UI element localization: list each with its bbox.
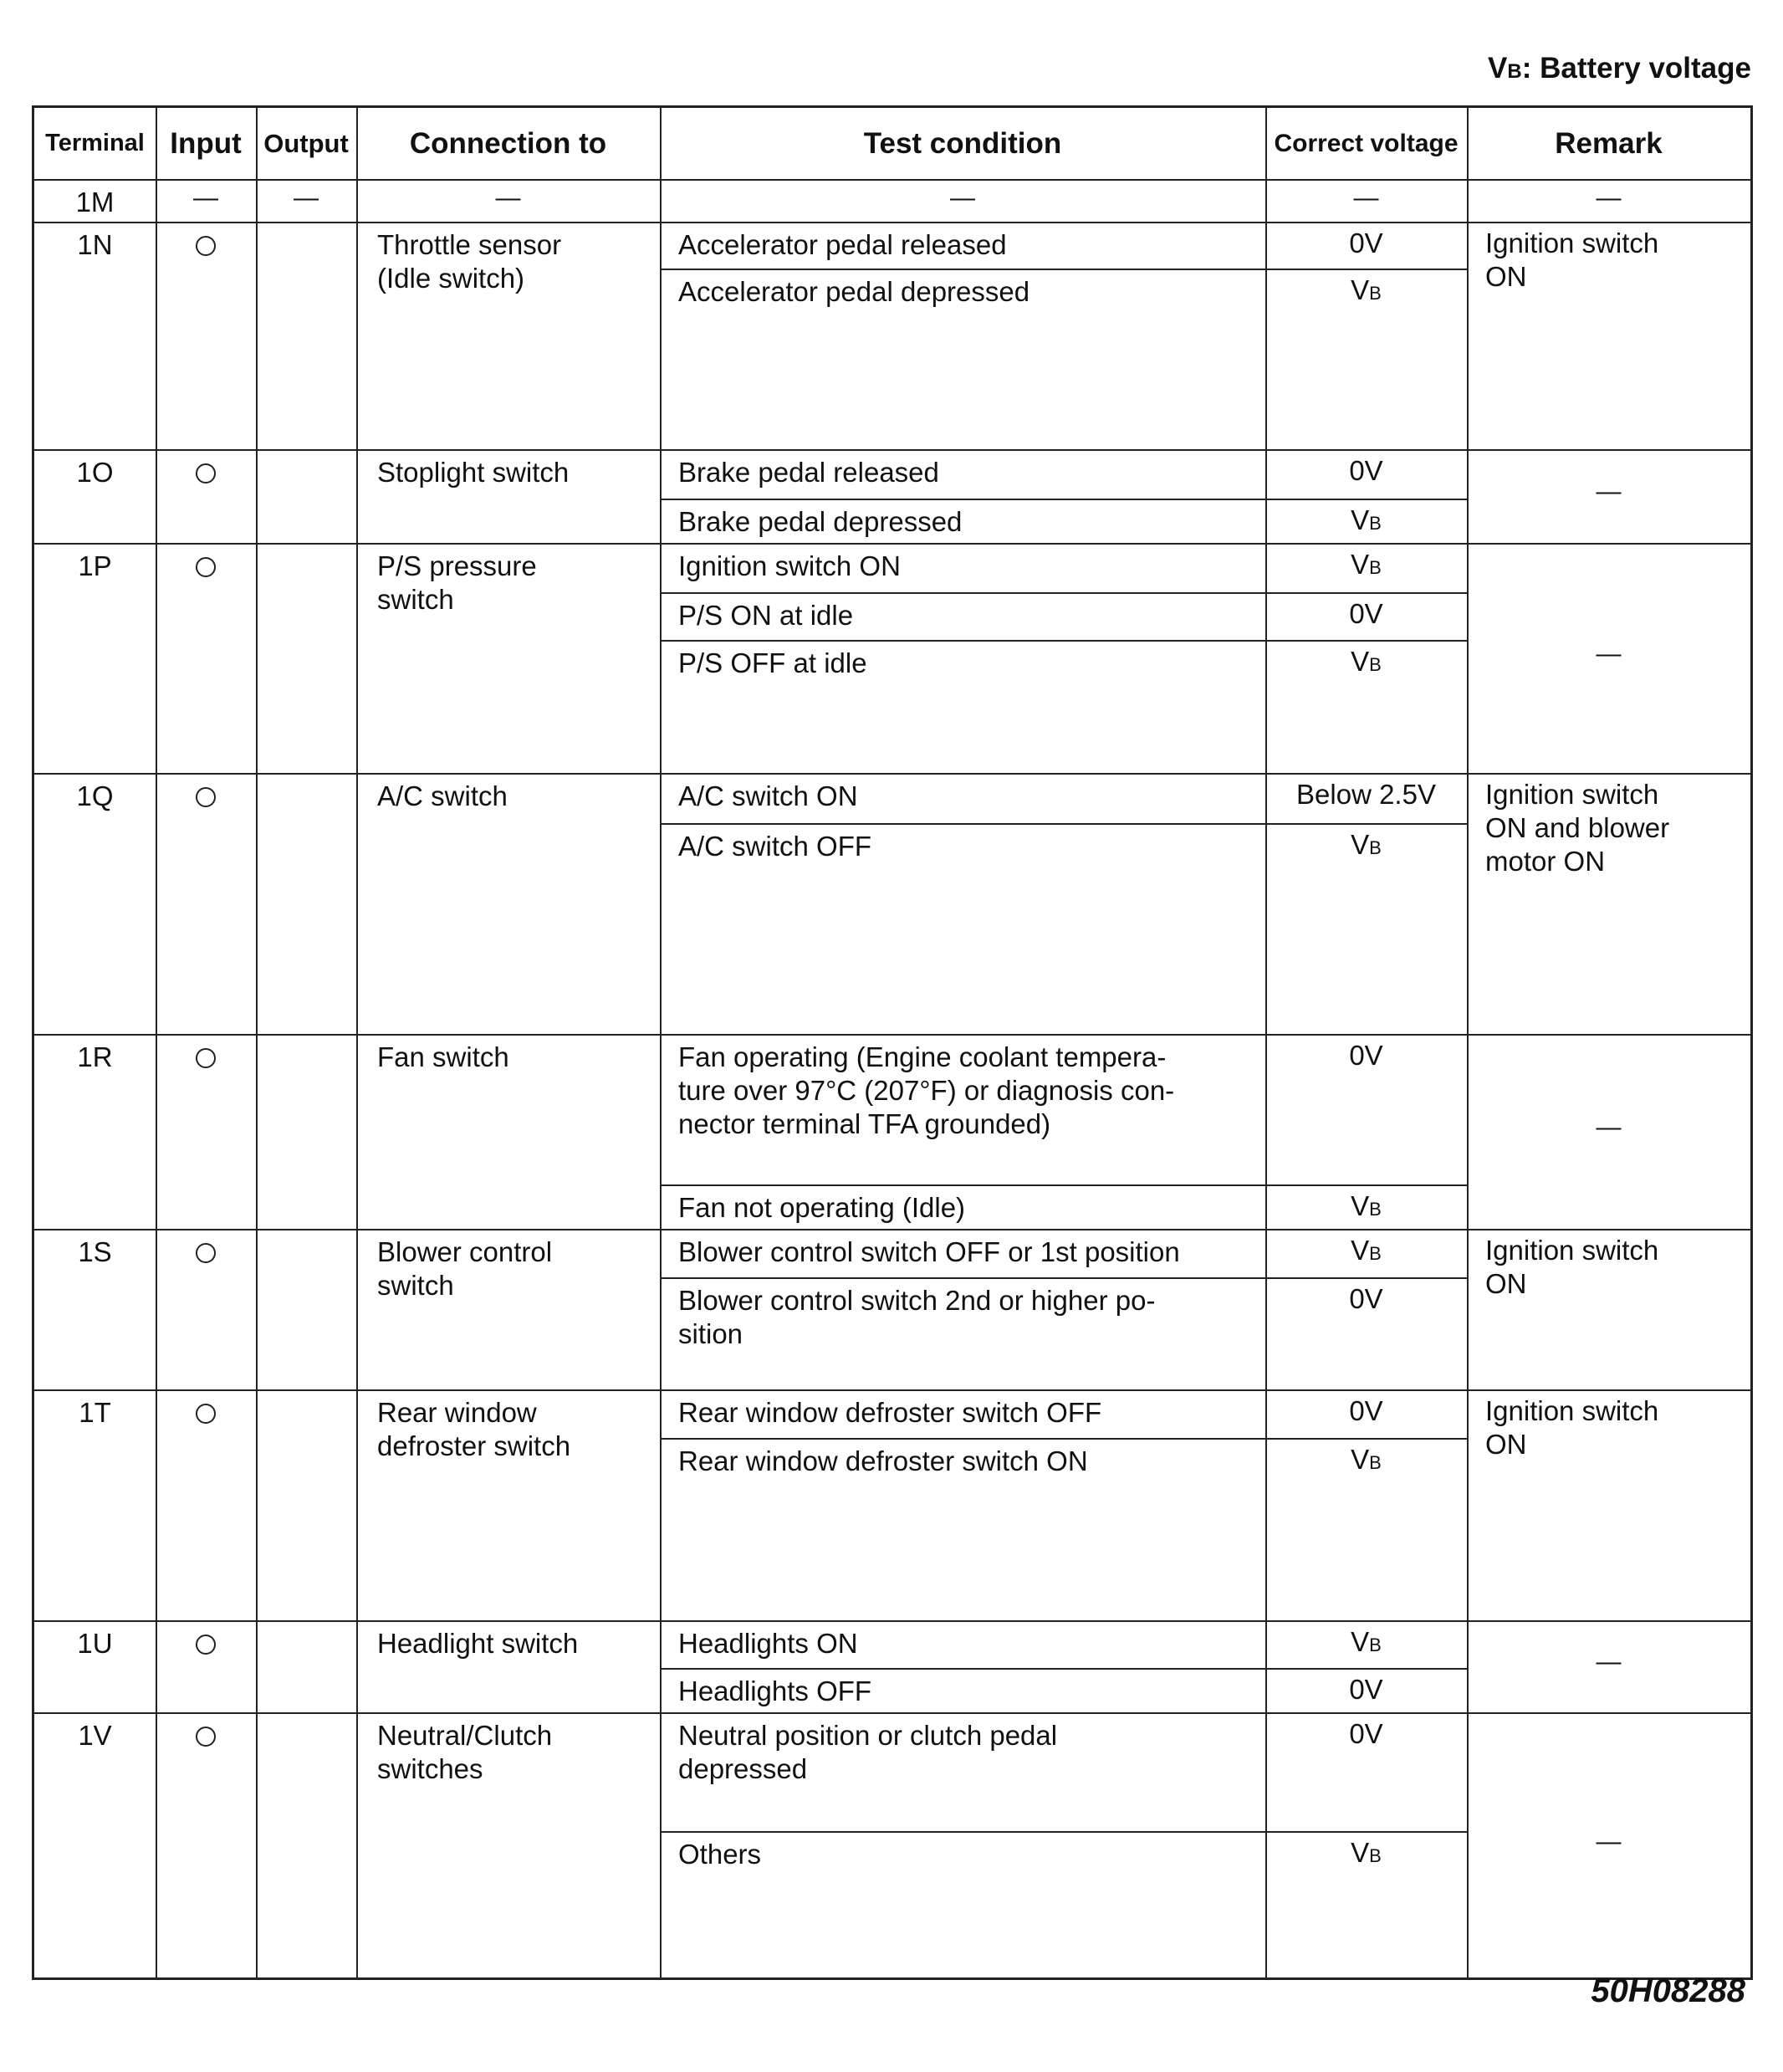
correct-voltage-cell: [1265, 1443, 1467, 1480]
connection-cell: Blower control switch: [377, 1236, 553, 1301]
correct-voltage-cell: 0V: [1349, 1040, 1383, 1071]
correct-voltage-cell: 0V: [1349, 455, 1383, 486]
terminal-cell: 1Q: [76, 780, 114, 811]
connection-cell: Throttle sensor (Idle switch): [377, 229, 562, 294]
row-divider: [34, 1389, 1750, 1391]
battery-voltage-symbol: [1351, 504, 1382, 535]
condition-divider: [660, 1668, 1467, 1670]
vb-letter-b: B: [1369, 654, 1382, 675]
empty-dash: —: [950, 184, 975, 212]
condition-divider: [660, 499, 1467, 500]
connection-cell: Rear window defroster switch: [377, 1397, 571, 1461]
correct-voltage-cell: 0V: [1349, 228, 1383, 258]
row-divider: [34, 773, 1750, 775]
correct-voltage-cell: [1265, 274, 1467, 310]
battery-voltage-legend: [1488, 52, 1751, 85]
header-test-condition: Test condition: [863, 126, 1062, 160]
legend-symbol-b: B: [1507, 60, 1522, 83]
vb-letter-b: B: [1369, 283, 1382, 304]
condition-divider: [660, 823, 1467, 825]
empty-dash: —: [1353, 184, 1379, 212]
test-condition-cell: A/C switch OFF: [678, 831, 872, 862]
row-divider: [34, 449, 1750, 451]
condition-divider: [660, 1831, 1467, 1833]
vb-letter-b: B: [1369, 1199, 1382, 1220]
remark-dash: —: [1596, 1648, 1622, 1676]
test-condition-cell: A/C switch ON: [678, 780, 858, 811]
vb-letter-v: V: [1351, 829, 1370, 860]
correct-voltage-cell: [1265, 828, 1467, 865]
correct-voltage-cell: 0V: [1349, 1718, 1383, 1749]
connection-cell: P/S pressure switch: [377, 550, 537, 615]
column-divider: [156, 108, 157, 1977]
test-condition-cell: P/S ON at idle: [678, 600, 854, 631]
correct-voltage-cell: [1265, 1836, 1467, 1873]
remark-dash: —: [1596, 1113, 1622, 1141]
correct-voltage-cell: Below 2.5V: [1296, 779, 1436, 810]
vb-letter-b: B: [1369, 1845, 1382, 1866]
input-circle-icon: [196, 1635, 216, 1655]
vb-letter-b: B: [1369, 837, 1382, 858]
battery-voltage-symbol: [1351, 1444, 1382, 1475]
vb-letter-v: V: [1351, 1444, 1370, 1475]
condition-divider: [660, 1184, 1467, 1186]
column-divider: [1467, 108, 1469, 1977]
battery-voltage-symbol: [1351, 1235, 1382, 1266]
remark-dash: —: [1596, 639, 1622, 668]
input-circle-icon: [196, 1404, 216, 1424]
test-condition-cell: Accelerator pedal depressed: [678, 276, 1030, 307]
terminal-cell: 1P: [78, 550, 112, 581]
battery-voltage-symbol: [1351, 829, 1382, 860]
row-divider: [34, 1229, 1750, 1230]
terminal-cell: 1V: [78, 1720, 112, 1751]
remark-dash: —: [1596, 478, 1622, 505]
test-condition-cell: Blower control switch 2nd or higher po- sition: [678, 1285, 1156, 1349]
column-divider: [356, 108, 358, 1977]
connection-cell: Stoplight switch: [377, 457, 570, 488]
remark-cell: Ignition switch ON: [1485, 1235, 1659, 1299]
row-divider: [34, 1034, 1750, 1036]
remark-cell: Ignition switch ON and blower motor ON: [1485, 779, 1670, 877]
terminal-cell: 1N: [77, 229, 113, 260]
test-condition-cell: Headlights OFF: [678, 1676, 872, 1706]
header-output: Output: [263, 128, 349, 158]
vb-letter-v: V: [1351, 646, 1370, 677]
header-input: Input: [170, 126, 242, 160]
connection-cell: Neutral/Clutch switches: [377, 1720, 553, 1784]
terminal-voltage-table: [32, 105, 1753, 1980]
terminal-cell: 1R: [77, 1041, 113, 1072]
empty-dash: —: [193, 184, 218, 212]
correct-voltage-cell: [1265, 645, 1467, 682]
condition-divider: [660, 1438, 1467, 1440]
condition-divider: [660, 269, 1467, 270]
correct-voltage-cell: [1265, 504, 1467, 540]
test-condition-cell: Headlights ON: [678, 1628, 858, 1659]
header-connection: Connection to: [409, 126, 607, 160]
condition-divider: [660, 592, 1467, 594]
figure-id: 50H08288: [1591, 1972, 1745, 2009]
terminal-cell: 1S: [78, 1236, 112, 1267]
vb-letter-v: V: [1351, 1837, 1370, 1868]
terminal-cell: 1M: [75, 187, 115, 217]
empty-dash: —: [495, 184, 521, 212]
header-divider: [34, 179, 1750, 181]
battery-voltage-symbol: [1351, 1837, 1382, 1868]
remark-cell: Ignition switch ON: [1485, 228, 1659, 292]
battery-voltage-symbol: [1351, 646, 1382, 677]
input-circle-icon: [196, 236, 216, 256]
vb-letter-v: V: [1351, 1235, 1370, 1266]
condition-divider: [660, 640, 1467, 642]
empty-dash: —: [294, 184, 319, 212]
input-circle-icon: [196, 463, 216, 483]
connection-cell: Fan switch: [377, 1041, 509, 1072]
header-correct-voltage: Correct voltage: [1274, 129, 1459, 157]
vb-letter-v: V: [1351, 549, 1370, 580]
test-condition-cell: Neutral position or clutch pedal depressed: [678, 1720, 1058, 1784]
test-condition-cell: Fan operating (Engine coolant tempera- ture over 97°C (207°F) or diagnosis con- nector terminal TFA grounded): [678, 1041, 1175, 1139]
header-remark: Remark: [1555, 126, 1663, 160]
correct-voltage-cell: 0V: [1349, 598, 1383, 629]
condition-divider: [660, 1277, 1467, 1279]
input-circle-icon: [196, 1243, 216, 1263]
empty-dash: —: [1596, 184, 1622, 212]
vb-letter-b: B: [1369, 1635, 1382, 1655]
input-circle-icon: [196, 1727, 216, 1747]
terminal-cell: 1U: [77, 1628, 113, 1659]
terminal-cell: 1O: [76, 457, 114, 488]
remark-cell: Ignition switch ON: [1485, 1395, 1659, 1460]
column-divider: [256, 108, 258, 1977]
battery-voltage-symbol: [1351, 549, 1382, 580]
test-condition-cell: Others: [678, 1839, 762, 1870]
input-circle-icon: [196, 557, 216, 577]
battery-voltage-symbol: [1351, 274, 1382, 305]
test-condition-cell: Fan not operating (Idle): [678, 1192, 966, 1223]
correct-voltage-cell: [1265, 1625, 1467, 1662]
vb-letter-v: V: [1351, 1190, 1370, 1221]
test-condition-cell: Rear window defroster switch OFF: [678, 1397, 1102, 1428]
test-condition-cell: Rear window defroster switch ON: [678, 1445, 1088, 1476]
column-divider: [660, 108, 662, 1977]
terminal-cell: 1T: [79, 1397, 111, 1428]
correct-voltage-cell: 0V: [1349, 1395, 1383, 1426]
connection-cell: A/C switch: [377, 780, 508, 811]
correct-voltage-cell: [1265, 548, 1467, 585]
correct-voltage-cell: [1265, 1234, 1467, 1271]
vb-letter-b: B: [1369, 1243, 1382, 1264]
test-condition-cell: Accelerator pedal released: [678, 229, 1007, 260]
vb-letter-b: B: [1369, 1452, 1382, 1473]
vb-letter-v: V: [1351, 504, 1370, 535]
correct-voltage-cell: [1265, 1189, 1467, 1226]
vb-letter-v: V: [1351, 1626, 1370, 1657]
input-circle-icon: [196, 787, 216, 807]
connection-cell: Headlight switch: [377, 1628, 579, 1659]
battery-voltage-symbol: [1351, 1626, 1382, 1657]
row-divider: [34, 1712, 1750, 1714]
test-condition-cell: Brake pedal depressed: [678, 506, 963, 537]
test-condition-cell: Brake pedal released: [678, 457, 939, 488]
correct-voltage-cell: 0V: [1349, 1283, 1383, 1314]
input-circle-icon: [196, 1048, 216, 1068]
vb-letter-v: V: [1351, 274, 1370, 305]
legend-symbol-v: V: [1488, 52, 1508, 84]
legend-text: : Battery voltage: [1521, 52, 1751, 84]
test-condition-cell: Ignition switch ON: [678, 550, 901, 581]
battery-voltage-symbol: [1351, 1190, 1382, 1221]
row-divider: [34, 1620, 1750, 1622]
header-terminal: Terminal: [45, 130, 145, 156]
vb-letter-b: B: [1369, 557, 1382, 578]
test-condition-cell: Blower control switch OFF or 1st position: [678, 1236, 1180, 1267]
remark-dash: —: [1596, 1828, 1622, 1855]
row-divider: [34, 222, 1750, 223]
row-divider: [34, 543, 1750, 545]
correct-voltage-cell: 0V: [1349, 1674, 1383, 1705]
test-condition-cell: P/S OFF at idle: [678, 647, 867, 678]
vb-letter-b: B: [1369, 513, 1382, 534]
